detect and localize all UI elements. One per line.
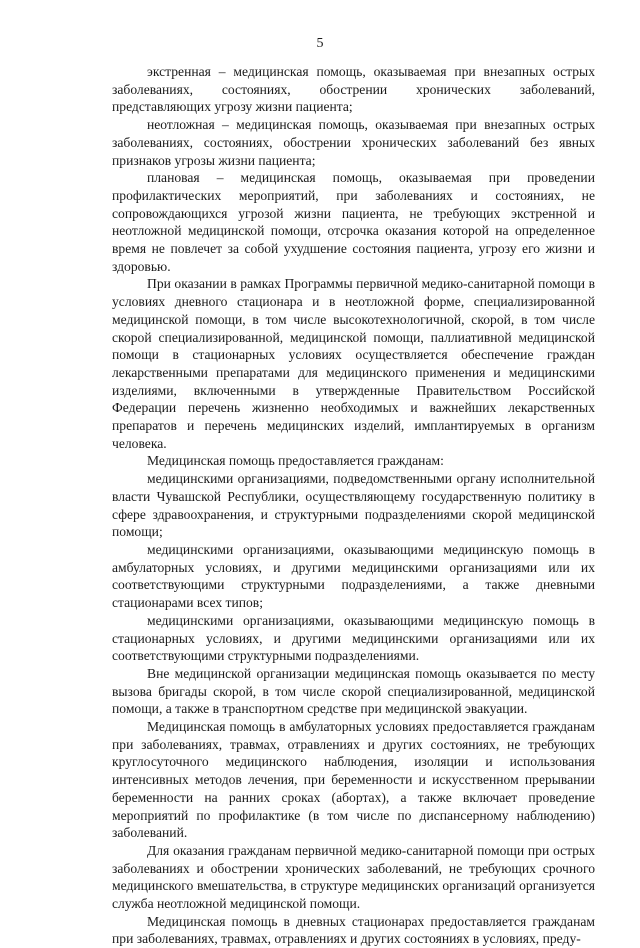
paragraph-urgent-care-service: Для оказания гражданам первичной медико-санитарной помощи при острых заболеваниях и обострении хронических заболеваний, не требующих срочного медицинского вмешательства, в структуре медицинских организаций организуется служба неотложной медицинской помощи.: [112, 842, 595, 912]
paragraph-providers-regional: медицинскими организациями, подведомственными органу исполнительной власти Чувашской Республики, осуществляющему государственную политику в сфере здравоохранения, и структурными подразделениями скорой медицинской помощи;: [112, 471, 595, 540]
paragraph-providers-outpatient: медицинскими организациями, оказывающими медицинскую помощь в амбулаторных условиях, и другими медицинскими организациями или их соответствующими структурными подразделениями, а также дневными стационарами всех типов;: [112, 541, 595, 611]
paragraph-care-providers-intro: Медицинская помощь предоставляется гражданам:: [147, 453, 444, 469]
document-body: [112, 63, 595, 948]
paragraph-urgent-care-definition: неотложная – медицинская помощь, оказываемая при внезапных острых заболеваниях, состояниях, обострении хронических заболеваний без явных признаков угрозы жизни пациента;: [112, 117, 595, 168]
paragraph-planned-care-definition: плановая – медицинская помощь, оказываемая при проведении профилактических мероприятий, при заболеваниях и состояниях, не сопровождающихся угрозой жизни пациента, не требующих экстренной и неотложной медицинской помощи, отсрочка оказания которой на определенное время не повлечет за собой ухудшение состояния пациента, угрозу его жизни и здоровью.: [112, 170, 595, 274]
paragraph-day-hospital-care: Медицинская помощь в дневных стационарах предоставляется гражданам при заболеваниях, травмах, отравлениях и других состояниях в условиях, преду-: [112, 913, 595, 947]
paragraph-emergency-care-definition: экстренная – медицинская помощь, оказываемая при внезапных острых заболеваниях, состояниях, обострении хронических заболеваний, представляющих угрозу жизни пациента;: [112, 64, 595, 115]
paragraph-drug-provision: При оказании в рамках Программы первичной медико-санитарной помощи в условиях дневного стационара и в неотложной форме, специализированной медицинской помощи, в том числе высокотехнологичной, скорой, в том числе скорой специализированной, медицинской помощи, паллиативной медицинской помощи в стационарных условиях осуществляется обеспечение граждан лекарственными препаратами для медицинского применения и медицинскими изделиями, включенными в утвержденные Правительством Российской Федерации перечень жизненно необходимых и важнейших лекарственных препаратов и перечень медицинских изделий, имплантируемых в организм человека.: [112, 276, 595, 451]
paragraph-providers-inpatient: медицинскими организациями, оказывающими медицинскую помощь в стационарных условиях, и другими медицинскими организациями или их соответствующими структурными подразделениями.: [112, 612, 595, 664]
paragraph-outpatient-care: Медицинская помощь в амбулаторных условиях предоставляется гражданам при заболеваниях, травмах, отравлениях и других состояниях, не требующих круглосуточного медицинского наблюдения, изоляции и использования интенсивных методов лечения, при беременности и искусственном прерывании беременности на ранних сроках (абортах), а также включает проведение мероприятий по профилактике (в том числе по диспансерному наблюдению) заболеваний.: [112, 719, 595, 841]
page-number: 5: [316, 36, 324, 51]
paragraph-out-of-facility-care: Вне медицинской организации медицинская помощь оказывается по месту вызова бригады скорой, в том числе скорой специализированной, медицинской помощи, а также в транспортном средстве при медицинской эвакуации.: [112, 665, 595, 717]
